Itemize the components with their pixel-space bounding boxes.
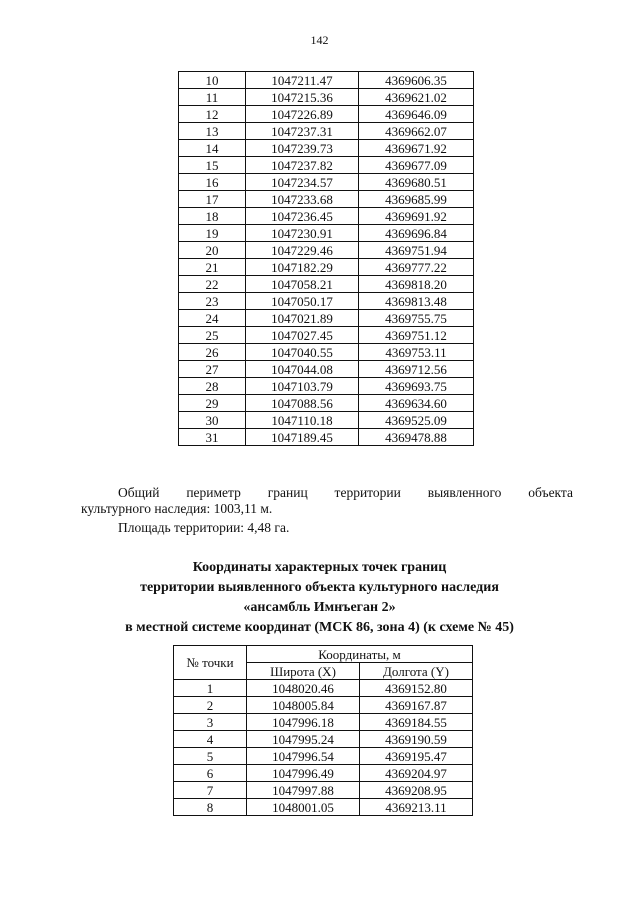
point-number-cell: 28 [179, 378, 246, 395]
point-number-cell: 3 [174, 714, 247, 731]
y-coordinate-cell: 4369671.92 [359, 140, 474, 157]
section-heading-line3: «ансамбль Имнъеган 2» [243, 600, 396, 615]
table-row [174, 731, 473, 748]
table-row [179, 429, 474, 446]
y-coordinate-cell: 4369777.22 [359, 259, 474, 276]
point-number-cell: 13 [179, 123, 246, 140]
point-number-cell: 20 [179, 242, 246, 259]
section-heading-line1: Координаты характерных точек границ [192, 560, 447, 575]
x-coordinate-cell: 1047996.18 [247, 714, 360, 731]
table-row [179, 293, 474, 310]
table-row [174, 748, 473, 765]
y-coordinate-cell: 4369478.88 [359, 429, 474, 446]
point-number-cell: 25 [179, 327, 246, 344]
table-row [179, 395, 474, 412]
y-coordinate-cell: 4369751.12 [359, 327, 474, 344]
point-number-cell: 7 [174, 782, 247, 799]
x-coordinate-cell: 1047226.89 [246, 106, 359, 123]
x-coordinate-cell: 1047239.73 [246, 140, 359, 157]
table-row [179, 89, 474, 106]
point-number-cell: 21 [179, 259, 246, 276]
table-row [179, 123, 474, 140]
point-number-cell: 18 [179, 208, 246, 225]
coordinates-table-ensemble [173, 645, 473, 816]
x-coordinate-cell: 1047997.88 [247, 782, 360, 799]
y-coordinate-cell: 4369818.20 [359, 276, 474, 293]
table-row [179, 242, 474, 259]
y-coordinate-cell: 4369753.11 [359, 344, 474, 361]
x-coordinate-cell: 1047050.17 [246, 293, 359, 310]
x-coordinate-cell: 1047044.08 [246, 361, 359, 378]
section-heading-line4: в местной системе координат (МСК 86, зона 4) (к схеме № 45) [125, 620, 514, 635]
y-coordinate-cell: 4369646.09 [359, 106, 474, 123]
x-coordinate-cell: 1047233.68 [246, 191, 359, 208]
point-number-cell: 15 [179, 157, 246, 174]
y-coordinate-cell: 4369677.09 [359, 157, 474, 174]
x-coordinate-cell: 1047995.24 [247, 731, 360, 748]
y-coordinate-cell: 4369167.87 [360, 697, 473, 714]
table-row [179, 276, 474, 293]
header-longitude: Долгота (Y) [360, 663, 473, 680]
y-coordinate-cell: 4369213.11 [360, 799, 473, 816]
y-coordinate-cell: 4369691.92 [359, 208, 474, 225]
y-coordinate-cell: 4369152.80 [360, 680, 473, 697]
perimeter-text-line1: Общий периметр границ территории выявленного объекта [118, 485, 573, 500]
point-number-cell: 14 [179, 140, 246, 157]
x-coordinate-cell: 1048020.46 [247, 680, 360, 697]
x-coordinate-cell: 1047996.49 [247, 765, 360, 782]
table-row [179, 412, 474, 429]
table-body [174, 680, 473, 816]
x-coordinate-cell: 1048005.84 [247, 697, 360, 714]
y-coordinate-cell: 4369755.75 [359, 310, 474, 327]
x-coordinate-cell: 1047058.21 [246, 276, 359, 293]
section-heading-line2: территории выявленного объекта культурного наследия [140, 580, 499, 595]
table-row [174, 714, 473, 731]
y-coordinate-cell: 4369208.95 [360, 782, 473, 799]
point-number-cell: 29 [179, 395, 246, 412]
table-row [179, 378, 474, 395]
x-coordinate-cell: 1047229.46 [246, 242, 359, 259]
table-header [174, 646, 473, 680]
point-number-cell: 31 [179, 429, 246, 446]
table-row [174, 765, 473, 782]
x-coordinate-cell: 1047040.55 [246, 344, 359, 361]
point-number-cell: 12 [179, 106, 246, 123]
x-coordinate-cell: 1047088.56 [246, 395, 359, 412]
x-coordinate-cell: 1047234.57 [246, 174, 359, 191]
point-number-cell: 27 [179, 361, 246, 378]
table-row [179, 106, 474, 123]
point-number-cell: 5 [174, 748, 247, 765]
page-number: 142 [310, 33, 329, 47]
x-coordinate-cell: 1047189.45 [246, 429, 359, 446]
point-number-cell: 16 [179, 174, 246, 191]
y-coordinate-cell: 4369634.60 [359, 395, 474, 412]
point-number-cell: 23 [179, 293, 246, 310]
point-number-cell: 22 [179, 276, 246, 293]
point-number-cell: 17 [179, 191, 246, 208]
x-coordinate-cell: 1047996.54 [247, 748, 360, 765]
y-coordinate-cell: 4369190.59 [360, 731, 473, 748]
x-coordinate-cell: 1047182.29 [246, 259, 359, 276]
point-number-cell: 26 [179, 344, 246, 361]
x-coordinate-cell: 1047237.82 [246, 157, 359, 174]
table-row [179, 140, 474, 157]
table-row [174, 697, 473, 714]
point-number-cell: 30 [179, 412, 246, 429]
y-coordinate-cell: 4369621.02 [359, 89, 474, 106]
x-coordinate-cell: 1047230.91 [246, 225, 359, 242]
point-number-cell: 4 [174, 731, 247, 748]
x-coordinate-cell: 1047021.89 [246, 310, 359, 327]
table-row [179, 174, 474, 191]
header-coordinates: Координаты, м [247, 646, 473, 663]
y-coordinate-cell: 4369662.07 [359, 123, 474, 140]
x-coordinate-cell: 1047103.79 [246, 378, 359, 395]
point-number-cell: 8 [174, 799, 247, 816]
coordinates-table-continued [178, 71, 474, 446]
y-coordinate-cell: 4369712.56 [359, 361, 474, 378]
table-row [174, 680, 473, 697]
table-row [179, 361, 474, 378]
point-number-cell: 1 [174, 680, 247, 697]
point-number-cell: 6 [174, 765, 247, 782]
point-number-cell: 24 [179, 310, 246, 327]
header-latitude: Широта (X) [247, 663, 360, 680]
point-number-cell: 2 [174, 697, 247, 714]
y-coordinate-cell: 4369813.48 [359, 293, 474, 310]
x-coordinate-cell: 1047215.36 [246, 89, 359, 106]
y-coordinate-cell: 4369606.35 [359, 72, 474, 89]
perimeter-text-line2: культурного наследия: 1003,11 м. [81, 501, 273, 516]
table-header-row [174, 646, 473, 663]
x-coordinate-cell: 1047211.47 [246, 72, 359, 89]
y-coordinate-cell: 4369525.09 [359, 412, 474, 429]
x-coordinate-cell: 1047110.18 [246, 412, 359, 429]
table-row [179, 72, 474, 89]
table-row [179, 208, 474, 225]
x-coordinate-cell: 1047237.31 [246, 123, 359, 140]
y-coordinate-cell: 4369204.97 [360, 765, 473, 782]
table-body [179, 72, 474, 446]
y-coordinate-cell: 4369685.99 [359, 191, 474, 208]
table-row [179, 259, 474, 276]
table-row [179, 327, 474, 344]
table-row [174, 799, 473, 816]
table-row [179, 157, 474, 174]
table-row [179, 191, 474, 208]
y-coordinate-cell: 4369680.51 [359, 174, 474, 191]
y-coordinate-cell: 4369751.94 [359, 242, 474, 259]
x-coordinate-cell: 1048001.05 [247, 799, 360, 816]
y-coordinate-cell: 4369693.75 [359, 378, 474, 395]
x-coordinate-cell: 1047236.45 [246, 208, 359, 225]
table-row [174, 782, 473, 799]
header-point-number: № точки [174, 646, 247, 680]
area-text: Площадь территории: 4,48 га. [118, 520, 290, 535]
point-number-cell: 19 [179, 225, 246, 242]
table-row [179, 344, 474, 361]
point-number-cell: 10 [179, 72, 246, 89]
y-coordinate-cell: 4369195.47 [360, 748, 473, 765]
y-coordinate-cell: 4369184.55 [360, 714, 473, 731]
x-coordinate-cell: 1047027.45 [246, 327, 359, 344]
table-row [179, 225, 474, 242]
point-number-cell: 11 [179, 89, 246, 106]
y-coordinate-cell: 4369696.84 [359, 225, 474, 242]
table-row [179, 310, 474, 327]
